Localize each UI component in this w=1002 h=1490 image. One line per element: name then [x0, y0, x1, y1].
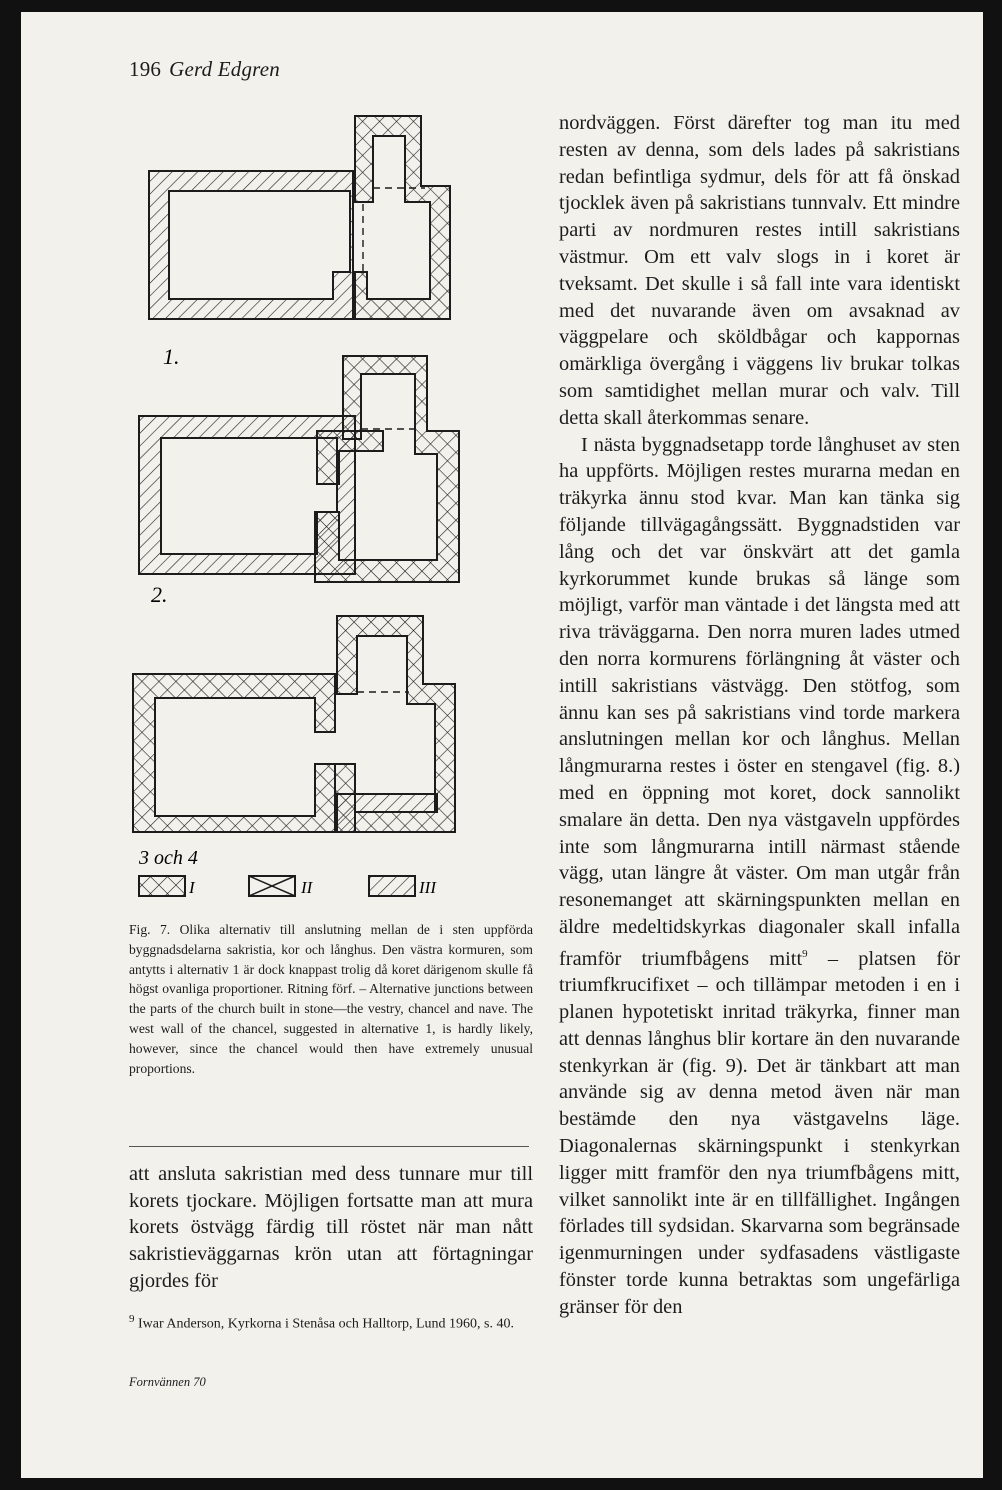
- page-number: 196: [129, 57, 162, 81]
- legend-label-2: II: [301, 878, 313, 897]
- right-paragraph-2-part-a: I nästa byggnadsetapp torde långhuset av sten ha uppförts. Möjligen restes murarna medan en träkyrka ännu stod kvar. Man kan tänka sig följande tillvägagångssätt. Byggnadstiden var lång och det var önskvärt att det gamla kyrkorummet kunde brukas så länge som möjligt, varför man väntade i det längsta med att riva träväggarna. Den norra muren lades utmed den norra kormurens förlängning åt väster och intill sakristians västvägg. Den stötfog, som ännu kan ses på sakristians vind torde markera anslutningen mellan kor och långhus. Mellan långmurarna restes i öster en stengavel (fig. 8.) med en öppning mot koret, dock sannolikt smalare än detta. Den nya västgaveln uppfördes inte som långmurarna intill närmast stående vägg, utan längre åt väster. Om man utgår från resonemanget att skärningspunkten mellan en äldre medeltidskyrkas diagonaler skall infalla framför triumfbågens mitt: [559, 433, 960, 970]
- plan-1-label: 1.: [163, 344, 180, 369]
- footnote-text: Iwar Anderson, Kyrkorna i Stenåsa och Halltorp, Lund 1960, s. 40.: [138, 1316, 514, 1332]
- footnote-divider: [129, 1146, 529, 1147]
- plan-alternative-1: [149, 116, 450, 319]
- plan-3-och-4-label: 3 och 4: [139, 847, 198, 869]
- footnote: [129, 1309, 533, 1335]
- figure-caption: Fig. 7. Olika alternativ till anslutning mellan de i sten uppförda byggnadsdelarna sakristia, kor och långhus. Den västra kormuren, som antytts i alternativ 1 är dock knappast trolig då koret därigenom skulle få högst ovanliga proportioner. Ritning förf. – Alternative junctions between the parts of the church built in stone—the vestry, chancel and nave. The west wall of the chancel, suggested in alternative 1, is hardly likely, however, since the chancel would then have extremely unusual proportions.: [129, 922, 533, 1076]
- right-paragraph-1: nordväggen. Först därefter tog man itu med resten av denna, som dels lades på sakristians redan befintliga sydmur, dels för att få önskad tjocklek även på sakristians tunnvalv. Ett mindre parti av nordmuren restes intill sakristians västmur. Om ett valv slogs in i koret är tveksamt. Det skulle i så fall inte vara identiskt med det nuvarande även om avsaknad av väggpelare och sköldbågar och kappornas omärkliga övergång i väggens liv brukar tolkas som samtidighet mellan murar och valv. Till detta skall återkommas senare.: [559, 112, 960, 429]
- plan-2-label: 2.: [151, 582, 168, 607]
- right-paragraph-2-part-b: – platsen för triumfkrucifixet – och tillämpar metoden i en i planen hypotetiskt inritad träkyrka, finner man att dennas långhus blir kortare än den nuvarande stenkyrkan är (fig. 9). Det är tänkbart att man använde sig av denna metod även när man bestämde den nya västgavelns läge. Diagonalernas skärningspunkt i stenkyrkan ligger mitt framför den nya triumfbågens mitt, vilket sannolikt inte är en tillfällighet. Ingången förlades till sydsidan. Skarvarna som begränsade igenmurningen under sydfasadens västligaste fönster torde kunna betraktas som ungefärliga gränser för den: [559, 947, 960, 1318]
- plan-alternative-2: [139, 356, 459, 582]
- figure-7-floor-plans: [125, 104, 535, 904]
- legend-swatch-crosshatch: [139, 876, 185, 896]
- right-column: [559, 110, 960, 1321]
- legend-swatch-diagonal: [369, 876, 415, 896]
- plan-alternative-3-och-4: [133, 616, 455, 832]
- footnote-reference: 9: [802, 947, 808, 960]
- legend-label-3: III: [419, 878, 436, 897]
- running-head-author: Gerd Edgren: [169, 57, 280, 81]
- left-column-text: att ansluta sakristian med dess tunnare mur till korets tjockare. Möjligen fortsatte man att mura korets östvägg färdig till röstet när man nått sakristieväggarnas krön utan att förtagningar gjordes för: [129, 1163, 533, 1292]
- footnote-marker: 9: [129, 1313, 135, 1325]
- legend-label-1: I: [189, 878, 195, 897]
- book-page: [21, 12, 983, 1478]
- running-head: [129, 57, 280, 82]
- journal-footer: Fornvännen 70: [129, 1375, 206, 1389]
- figure-legend: [139, 876, 437, 897]
- right-paragraph-2: [559, 432, 960, 1321]
